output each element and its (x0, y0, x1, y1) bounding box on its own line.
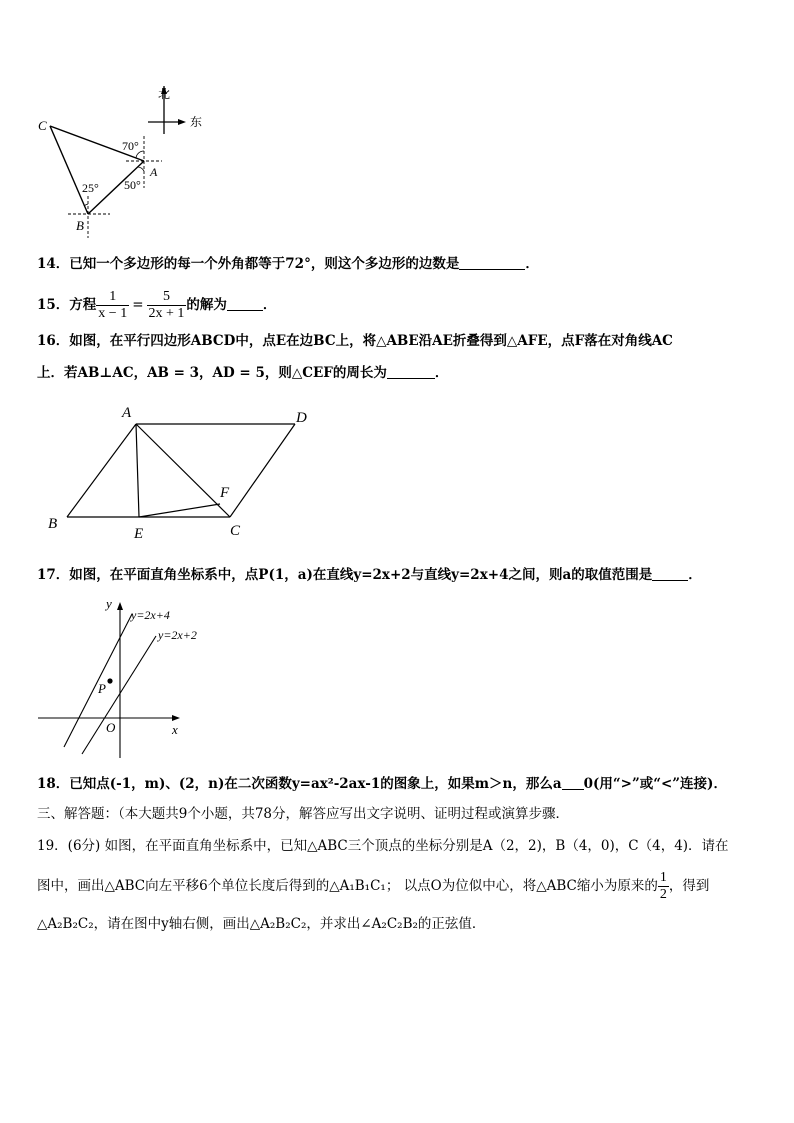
question-18-text-b: 0(用“>”或“<”连接)． (583, 776, 727, 792)
question-15-suffix: 的解为 (186, 297, 227, 313)
answer-blank-15[interactable] (227, 296, 263, 311)
question-15 (37, 285, 276, 325)
question-19-line-2 (37, 866, 709, 906)
diagonal-ac (136, 424, 230, 517)
question-15-end: ． (262, 297, 277, 313)
question-19-line-2-end: ，得到 (668, 878, 710, 894)
question-15-prefix: 15．方程 (37, 297, 97, 313)
question-19-line-3: △A₂B₂C₂，请在图中y轴右侧，画出△A₂B₂C₂，并求出∠A₂C₂B₂的正弦值． (37, 916, 486, 932)
fraction-one-half (658, 870, 669, 903)
question-14-text: 14．已知一个多边形的每一个外角都等于72°，则这个多边形的边数是 (37, 256, 460, 272)
segment-ae (136, 424, 139, 517)
angle-70-label: 70° (122, 139, 139, 153)
question-16-line-2-text: 上．若AB⊥AC，AB = 3，AD = 5，则△CEF的周长为 (37, 365, 387, 381)
side-dc (230, 424, 295, 517)
answer-blank-16[interactable] (387, 364, 435, 379)
line-y-2x-plus-2 (82, 636, 156, 754)
point-p (107, 678, 112, 683)
question-14-end: ． (525, 256, 539, 272)
y-axis-arrow (117, 602, 123, 610)
parallelogram-figure (40, 400, 320, 545)
section-3-heading: 三、解答题：（本大题共9个小题，共78分，解答应写出文字说明、证明过程或演算步骤． (37, 806, 570, 822)
answer-blank-18[interactable] (562, 775, 584, 790)
east-label: 东 (190, 115, 203, 129)
side-ab (67, 424, 136, 517)
vertex-a-label: A (150, 165, 158, 179)
vertex-d-label: D (296, 410, 307, 426)
segment-ef (139, 504, 220, 517)
fraction-2 (147, 289, 187, 322)
question-17-end: ． (688, 567, 702, 583)
question-16-end: ． (434, 365, 449, 381)
question-18 (37, 774, 727, 794)
question-16-line-2 (37, 363, 448, 383)
origin-label: O (106, 720, 116, 735)
answer-blank-14[interactable] (459, 255, 525, 270)
question-16-line-1: 16．如图，在平行四边形ABCD中，点E在边BC上，将△ABE沿AE折叠得到△AFE，点F落在对角线AC (37, 333, 673, 349)
bearing-figure (30, 78, 220, 240)
equals-sign: = (132, 297, 144, 313)
question-14 (37, 254, 539, 274)
question-19-line-2-text: 图中，画出△ABC向左平移6个单位长度后得到的△A₁B₁C₁； 以点O为位似中心，将△ABC缩小为原来的 (37, 878, 658, 894)
coordinate-figure (34, 594, 224, 764)
side-bc (50, 126, 88, 214)
line-1-label: y=2x+4 (131, 608, 170, 622)
vertex-b-label: B (76, 218, 84, 233)
fraction-one-half-numerator: 1 (659, 870, 667, 885)
vertex-b-label: B (48, 516, 58, 532)
question-17 (37, 565, 702, 585)
y-axis-label: y (106, 596, 112, 611)
question-19-line-1: 19．(6分) 如图，在平面直角坐标系中，已知△ABC三个顶点的坐标分别是A（2，2)，B（4，0)，C（4，4)．请在 (37, 838, 729, 854)
fraction-one-half-denominator: 2 (659, 887, 667, 902)
fraction-1-numerator: 1 (109, 289, 117, 304)
angle-arc-a-lower (138, 167, 144, 171)
vertex-a-label: A (122, 405, 132, 421)
angle-25-label: 25° (82, 181, 99, 195)
north-label: 北 (158, 87, 171, 101)
fraction-1 (96, 289, 129, 322)
line-2-label: y=2x+2 (158, 628, 197, 642)
angle-50-label: 50° (124, 178, 141, 192)
fraction-1-denominator: x − 1 (98, 306, 128, 321)
answer-blank-17[interactable] (652, 566, 688, 581)
question-17-text: 17．如图，在平面直角坐标系中，点P(1，a)在直线y=2x+2与直线y=2x+4之间，则a的取值范围是 (37, 567, 653, 583)
x-axis-label: x (172, 722, 178, 737)
vertex-e-label: E (134, 526, 144, 542)
compass-arrow-east (178, 119, 186, 125)
x-axis-arrow (172, 715, 180, 721)
question-18-text-a: 18．已知点(-1，m)、(2，n)在二次函数y=ax²-2ax-1的图象上，如果m＞n，那么a (37, 776, 562, 792)
fraction-2-denominator: 2x + 1 (148, 306, 185, 321)
vertex-c-label: C (230, 523, 241, 539)
fraction-2-numerator: 5 (162, 289, 170, 304)
vertex-f-label: F (220, 485, 230, 501)
vertex-c-label: C (38, 118, 47, 133)
point-p-label: P (98, 681, 106, 696)
